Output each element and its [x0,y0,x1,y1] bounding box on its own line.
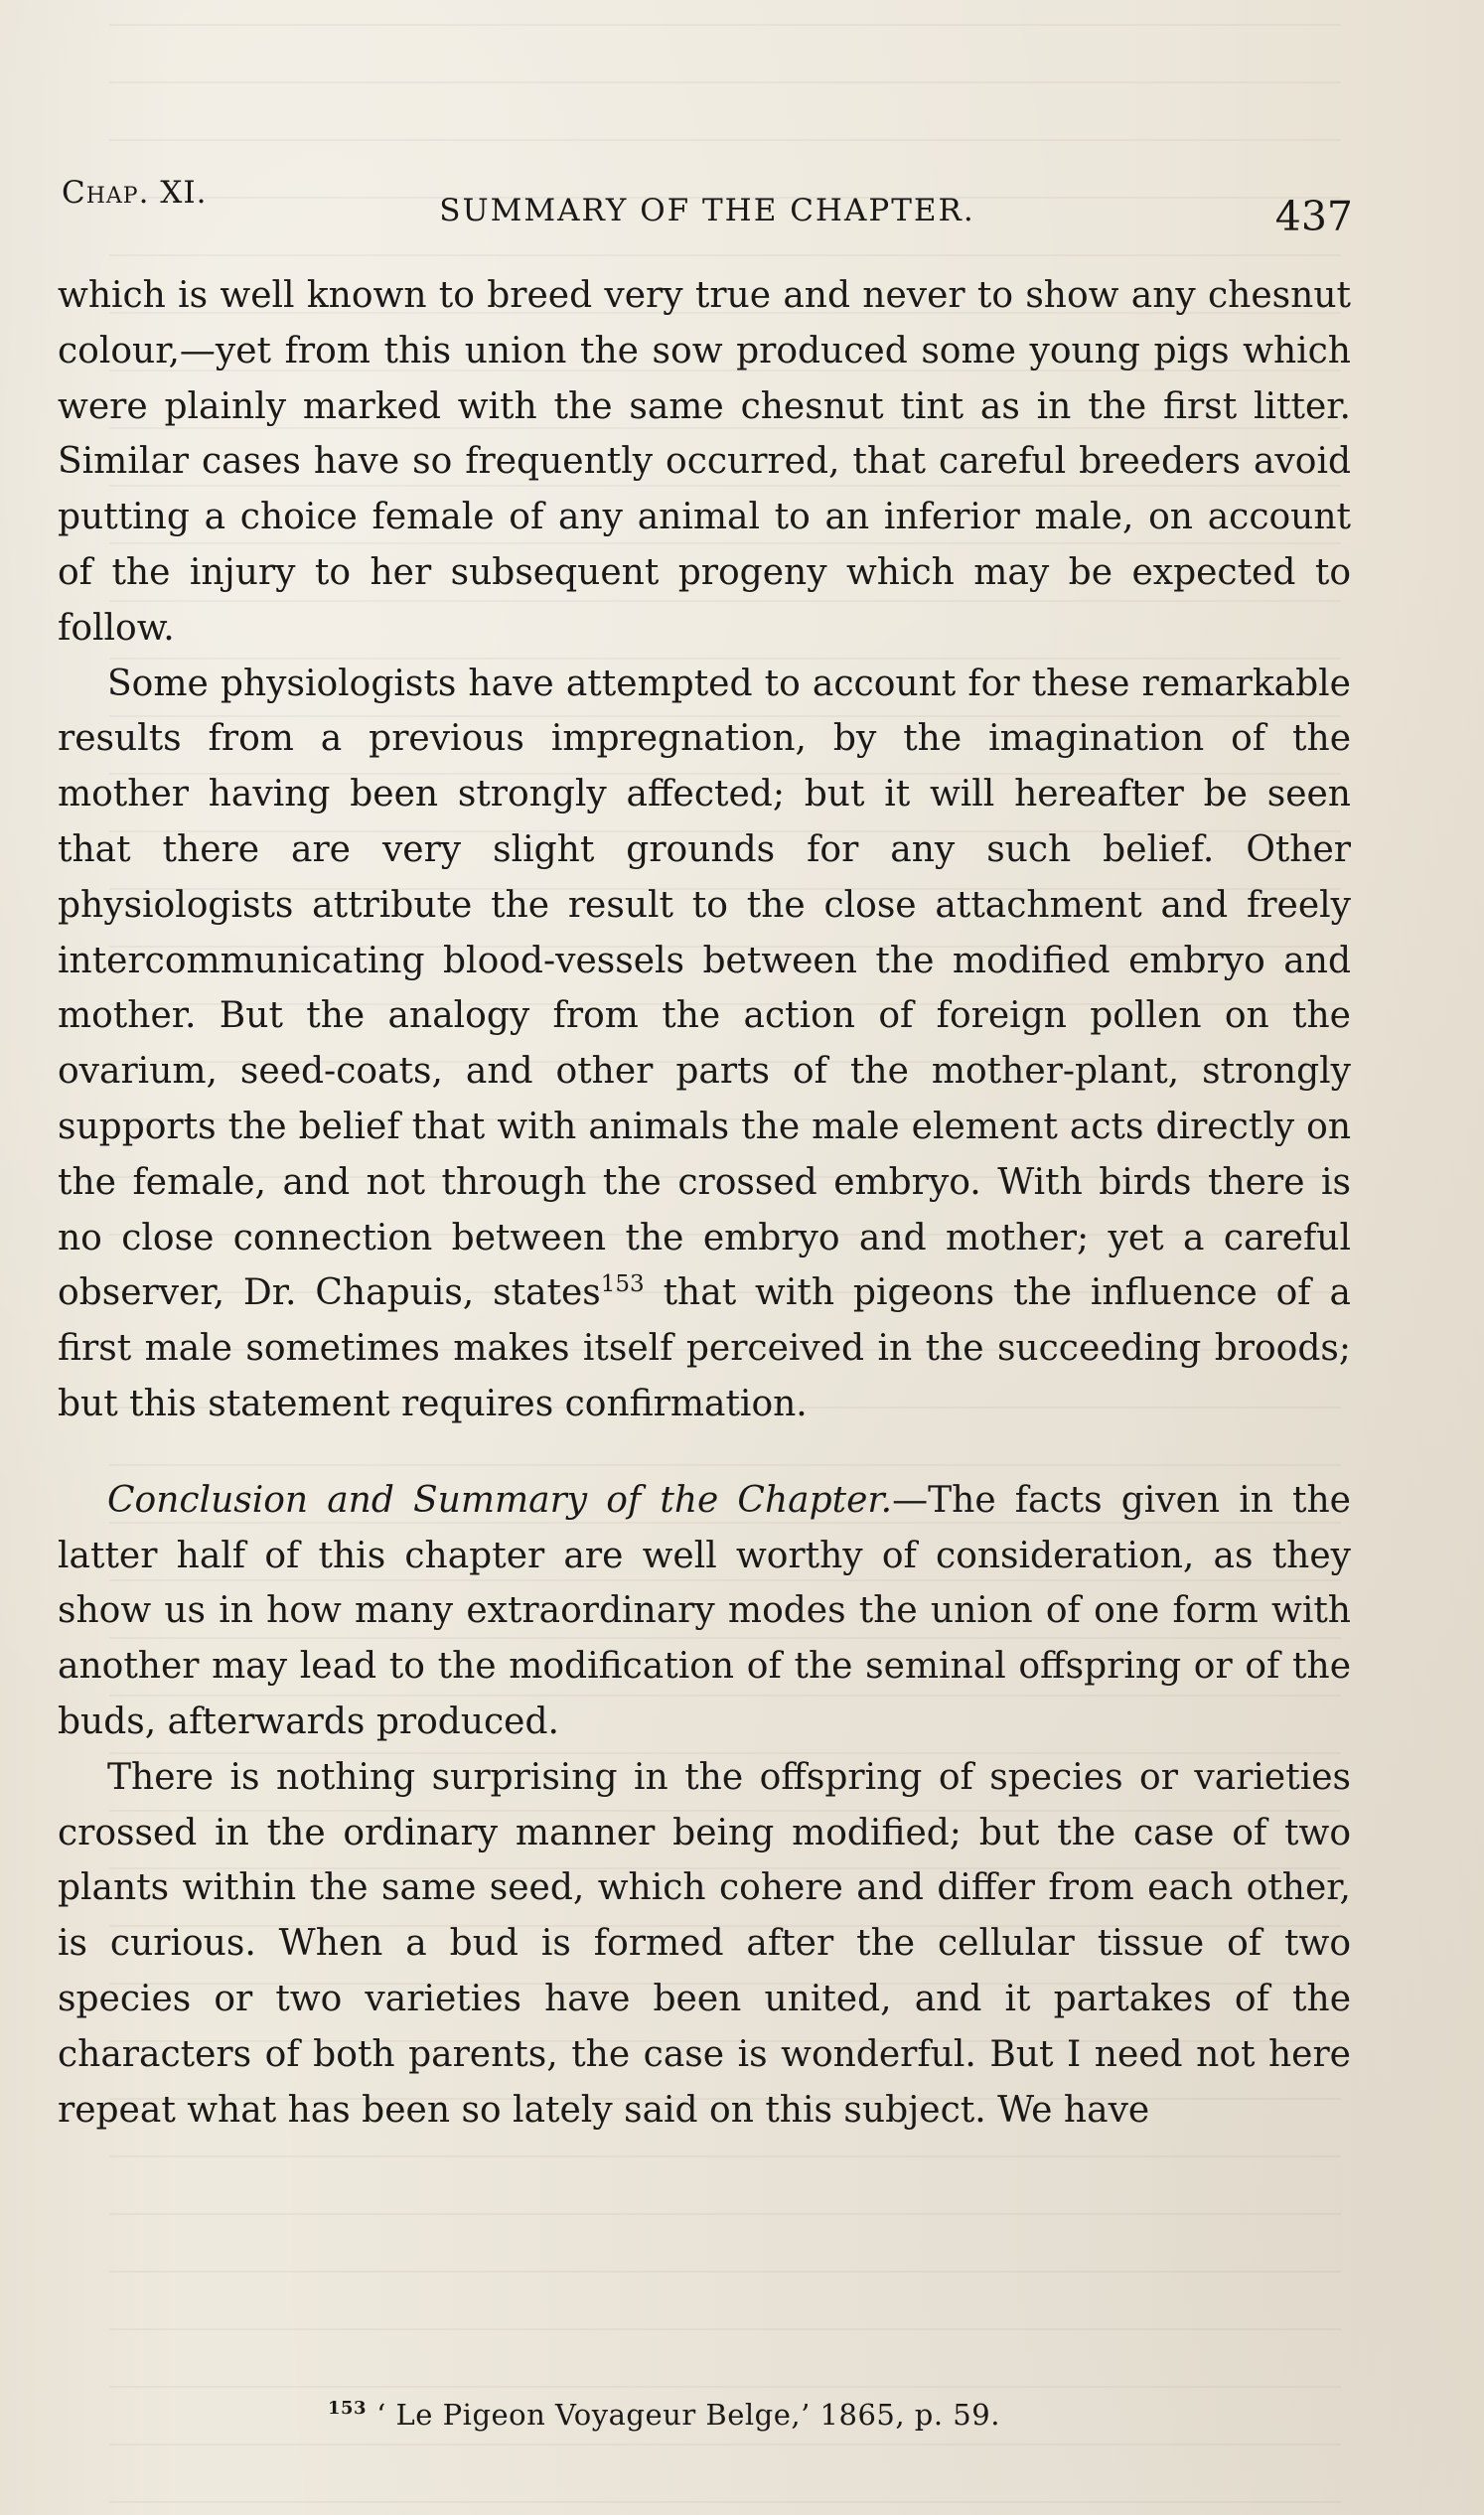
paragraph-2-text-before-footnote: Some physiologists have attempted to account for these remarkable results from a previous impregnation, by the imagination of the mother having been strongly affected; but it will hereafter be seen that there are very slight grounds for any such belief. Other physiologists attribute the result to the close attachment and freely intercommunicating blood-vessels between the modified embryo and mother. But the analogy from the action of foreign pollen on the ovarium, seed-coats, and other parts of the mother-plant, strongly supports the belief that with animals the male element acts directly on the female, and not through the crossed embryo. With birds there is no close connection between the embryo and mother; yet a careful observer, Dr. Chapuis, states [58,663,1351,1314]
page-number: 437 [1274,193,1353,240]
footnote-text: ‘ Le Pigeon Voyageur Belge,’ 1865, p. 59. [376,2398,1000,2432]
body-text [58,268,1351,2138]
footnote [328,2398,1271,2432]
chapter-label: Chap. XI. [62,175,208,211]
running-title: SUMMARY OF THE CHAPTER. [439,193,975,228]
footnote-number: 153 [328,2398,368,2420]
page-header [62,173,1353,242]
paragraph-2 [58,657,1351,1432]
paragraph-3-text: —The facts given in the latter half of this chapter are well worthy of consideration, as they show us in how many extraordinary modes the union of one form with another may lead to the modification of the seminal offspring or of the buds, afterwards produced. [58,1479,1351,1742]
section-lead-title: Conclusion and Summary of the Chapter. [107,1479,893,1521]
paragraph-3 [58,1473,1351,1750]
footnote-reference: 153 [600,1271,645,1298]
paragraph-4: There is nothing surprising in the offspring of species or varieties crossed in the ordinary manner being modified; but the case of two plants within the same seed, which cohere and differ from each other, is curious. When a bud is formed after the cellular tissue of two species or two varieties have been united, and it partakes of the characters of both parents, the case is wonderful. But I need not here repeat what has been so lately said on this subject. We have [58,1756,1351,2131]
paragraph-1: which is well known to breed very true and never to show any chesnut colour,—yet from this union the sow produced some young pigs which were plainly marked with the same chesnut tint as in the first litter. Similar cases have so frequently occurred, that careful breeders avoid putting a choice female of any animal to an inferior male, on account of the injury to her subsequent progeny which may be expected to follow. [58,275,1351,649]
paragraph-2-text-after-footnote: that with pigeons the influence of a first male sometimes makes itself perceived in the succeeding broods; but this statement requires confirmation. [58,1272,1351,1424]
